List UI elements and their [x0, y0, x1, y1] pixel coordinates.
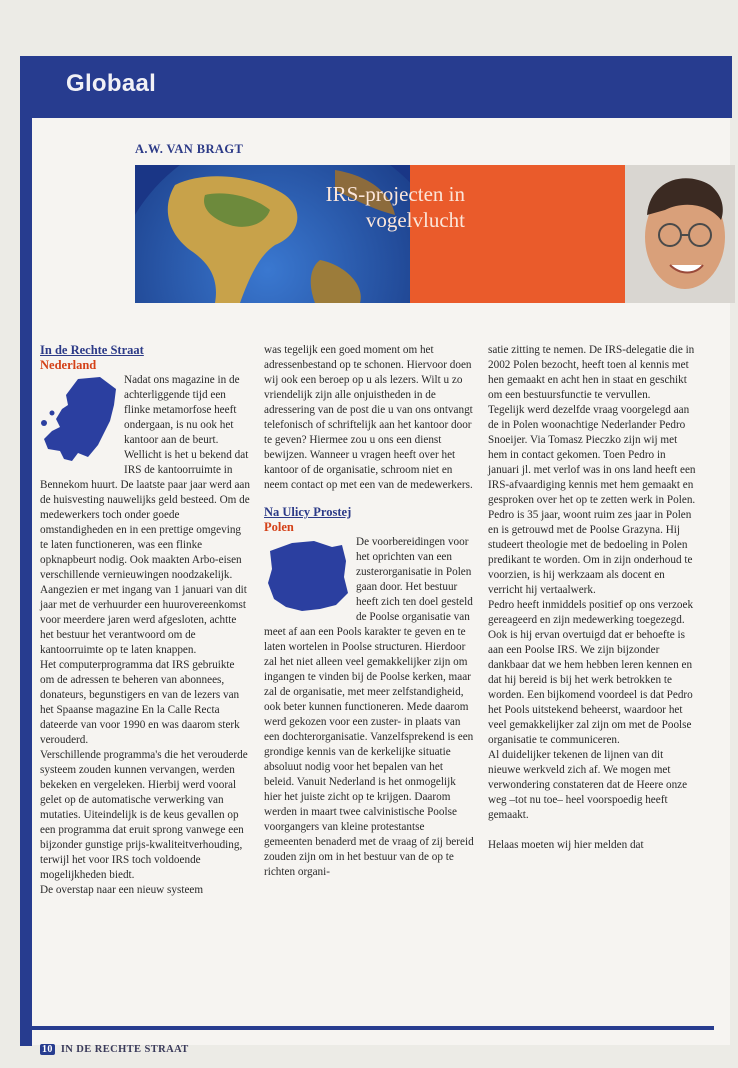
heading-polen-title: Na Ulicy Prostej — [264, 505, 352, 519]
author-byline: A.W. VAN BRAGT — [135, 142, 244, 156]
netherlands-map-icon — [38, 375, 120, 467]
paragraph-nederland-2: Het computerprogramma dat IRS gebruikte om de adressen te beheren van abonnees, donateurs, begunstigers en van de lezers van het Spaanse magazine En la Calle Recta dateerde van voor 1990 en was daarom sterk verouderd. — [40, 659, 240, 746]
page-number: 10 — [42, 1044, 53, 1055]
heading-polen-country: Polen — [264, 520, 294, 534]
page-footer — [40, 1044, 189, 1055]
paragraph-col2-1: was tegelijk een goed moment om het adressenbestand op te schonen. Hiervoor doen wij ook een beroep op u als lezers. Wilt u zo vriendelijk zijn alle onjuistheden in de adressering van de post die u van ons ontvangt telefonisch of schriftelijk aan het kantoor door te geven? Hiermee zou u ons een dienst bewijzen. Wanneer u vragen heeft over het kantoor of de organisatie, schroom niet en neem contact op met een van de medewerkers. — [264, 344, 473, 491]
column-3 — [488, 343, 698, 853]
paragraph-nederland-3: Verschillende programma's die het verouderde systeem zouden kunnen vervangen, werden bekeken en vergeleken. Hierbij werd vooral gelet op de automatische verwerking van mutaties. Uiteindelijk is de keus gevallen op een programma dat eruit sprong vanwege een bijzonder gunstige prijs-kwaliteitverhouding, terwijl het voor IRS toch voldoende mogelijkheden biedt. — [40, 749, 248, 881]
article-banner — [135, 165, 600, 303]
column-2 — [264, 343, 474, 880]
paragraph-col3-1: satie zitting te nemen. De IRS-delegatie die in 2002 Polen bezocht, heeft toen al kennis met hen gemaakt en acht hen in staat en geschikt om een bestuursfunctie te vervullen. — [488, 344, 695, 401]
heading-nederland-country: Nederland — [40, 358, 97, 372]
banner-title-line1: IRS-projecten in — [325, 182, 465, 206]
paragraph-polen-1: De voorbereidingen voor het oprichten van een zusterorganisatie in Polen gaan door. Het bestuur heeft zich ten doel gesteld de Poolse organisatie van meet af aan een Pools karakter te geven en te laten wortelen in Poolse structuren. Hierdoor zal het niet alleen veel gemakkelijker zijn om ingangen te vinden bij de Poolse kerken, maar zal de organisatie, met meer zelfstandigheid, ook beter kunnen functioneren. Mede daarom werd gekozen voor een zuster- in plaats van een dochterorganisatie. Vanzelfsprekend is een grondige kennis van de kerkelijke situatie absoluut nodig voor het bepalen van het beleid. Vanuit Nederland is het onmogelijk hier het juiste zicht op te krijgen. Daarom werden in maart twee calvinistische Poolse voorgangers van kleine protestantse gemeenten benaderd met de vraag of zij bereid zouden zijn om in het bestuur van de op te richten organi- — [264, 536, 474, 878]
paragraph-nederland-4: De overstap naar een nieuw systeem — [40, 884, 204, 896]
banner-title-line2: vogelvlucht — [365, 208, 465, 232]
left-border-stripe — [20, 62, 32, 1046]
section-title: Globaal — [66, 70, 157, 97]
paragraph-col3-4: Al duidelijker tekenen de lijnen van dit nieuwe werkveld zich af. We mogen met verwondering constateren dat de Heere onze weg –tot nu toe– heel voorspoedig heeft gemaakt. — [488, 749, 688, 821]
heading-nederland-title: In de Rechte Straat — [40, 343, 144, 357]
bottom-border-stripe — [24, 1026, 714, 1030]
banner-title — [265, 181, 465, 233]
footer-label: IN DE RECHTE STRAAT — [60, 1044, 189, 1055]
paragraph-col3-3: Pedro heeft inmiddels positief op ons verzoek gereageerd en zijn medewerking toegezegd. Ook is hij ervan overtuigd dat er behoefte is aan een Poolse IRS. We zijn bijzonder dankbaar dat we hem hebben leren kennen en dat hij bereid is bij het werk betrokken te worden. Een bijkomend voordeel is dat Pedro het Pools uitstekend beheerst, waardoor het veel gemakkelijker zal zijn om met de Poolse organisatie te communiceren. — [488, 599, 694, 746]
paragraph-col3-2: Tegelijk werd dezelfde vraag voorgelegd aan de in Polen woonachtige Nederlander Pedro Snoeijer. Via Tomasz Pieczko zijn wij met hem in contact gekomen. Toen Pedro in januari jl. met verlof was in ons land heeft een IRS-afvaardiging kennis met hem gemaakt en gesproken over het op te zetten werk in Polen. Pedro is 35 jaar, woont ruim zes jaar in Polen en is getrouwd met de Poolse Grazyna. Hij studeert theologie met de bedoeling in Polen predikant te worden. Om in zijn onderhoud te voorzien, is hij werkzaam als docent en verricht hij vertaalwerk. — [488, 404, 696, 596]
author-photo — [625, 165, 735, 303]
poland-map-icon — [262, 537, 350, 615]
portrait-illustration — [625, 165, 735, 303]
column-1 — [40, 343, 250, 898]
paragraph-col3-5: Helaas moeten wij hier melden dat — [488, 839, 644, 851]
paragraph-nederland-1: Nadat ons magazine in de achterliggende tijd een flinke metamorfose heeft ondergaan, is nu ook het kantoor aan de beurt. Wellicht is het u bekend dat IRS de kantoorruimte in Bennekom huurt. De laatste paar jaar werd aan de huisvesting nauwelijks geld besteed. Om de medewerkers toch onder goede omstandigheden en in een prettige omgeving te laten functioneren, was een flinke opknapbeurt nodig. Ook maakten Arbo-eisen verschillende vernieuwingen noodzakelijk. Aangezien er met ingang van 1 januari van dit jaar met de verhuurder een huurovereenkomst voor meerdere jaren werd afgesloten, achtte het bestuur het verantwoord om de kantoorruimte op te laten knappen. — [40, 374, 250, 656]
